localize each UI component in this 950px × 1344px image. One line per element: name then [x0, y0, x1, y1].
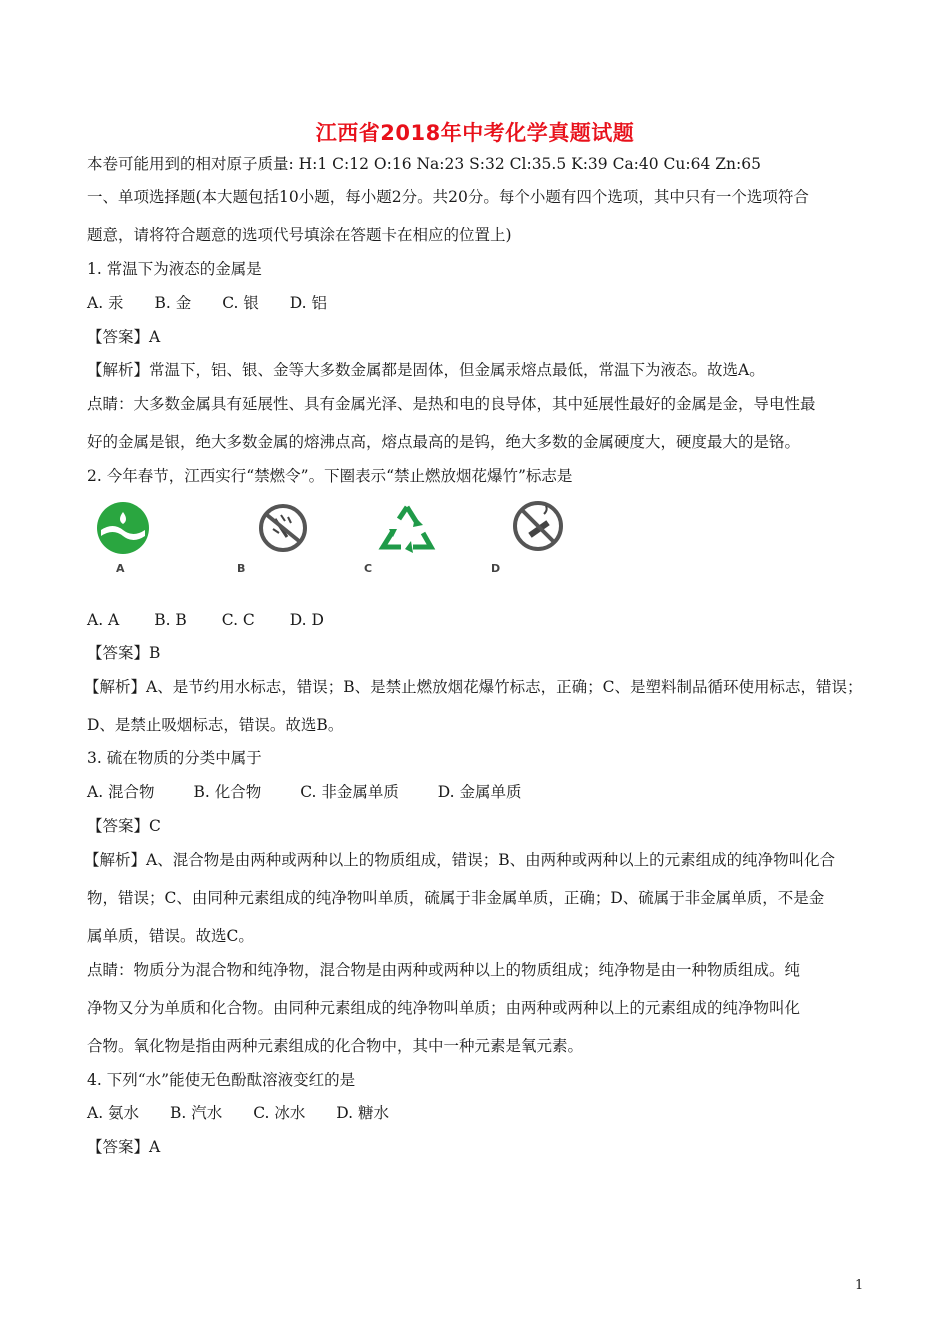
q2-options — [87, 610, 324, 630]
q2-option-c: C. C — [221, 611, 255, 629]
q3-comment-line3: 合物。氧化物是指由两种元素组成的化合物中，其中一种元素是氧元素。 — [87, 1037, 584, 1055]
q3-answer: 【答案】C — [87, 817, 161, 835]
q1-comment-line2: 好的金属是银，绝大多数金属的熔沸点高，熔点最高的是钨，绝大多数的金属硬度大，硬度最大的是铬。 — [87, 433, 801, 451]
no-fireworks-logo-icon — [255, 503, 311, 553]
image-label-c: C — [364, 562, 373, 575]
q1-option-a: A. 汞 — [87, 294, 124, 312]
q1-option-b: B. 金 — [154, 294, 192, 312]
q1-analysis: 【解析】常温下，铝、银、金等大多数金属都是固体，但金属汞熔点最低，常温下为液态。故选A。 — [87, 361, 765, 379]
section-header-line2: 题意，请将符合题意的选项代号填涂在答题卡在相应的位置上) — [87, 226, 512, 244]
q2-stem: 2. 今年春节，江西实行“禁燃令”。下圈表示“禁止燃放烟花爆竹”标志是 — [87, 467, 573, 485]
q3-analysis-line2: 物，错误；C、由同种元素组成的纯净物叫单质，硫属于非金属单质，正确；D、硫属于非金属单质，不是金 — [87, 889, 825, 907]
q4-options — [87, 1103, 389, 1123]
q2-answer: 【答案】B — [87, 644, 161, 662]
recycle-logo-icon — [377, 503, 437, 555]
q2-option-a: A. A — [87, 611, 120, 629]
image-label-a: A — [116, 562, 125, 575]
section-header-line1: 一、单项选择题(本大题包括10小题，每小题2分。共20分。每个小题有四个选项，其中只有一个选项符合 — [87, 188, 809, 206]
atomic-masses: 本卷可能用到的相对原子质量: H:1 C:12 O:16 Na:23 S:32 Cl:35.5 K:39 Ca:40 Cu:64 Zn:65 — [87, 155, 761, 173]
q3-analysis-line1: 【解析】A、混合物是由两种或两种以上的物质组成，错误；B、由两种或两种以上的元素组成的纯净物叫化合 — [84, 851, 836, 869]
no-smoking-logo-icon — [510, 498, 566, 554]
q3-option-c: C. 非金属单质 — [300, 783, 399, 801]
q4-option-d: D. 糖水 — [336, 1104, 390, 1122]
q4-option-a: A. 氨水 — [87, 1104, 140, 1122]
q1-option-d: D. 铝 — [289, 294, 328, 312]
q3-option-b: B. 化合物 — [193, 783, 262, 801]
q2-option-b: B. B — [154, 611, 187, 629]
q3-options — [87, 782, 522, 802]
q1-comment-line1: 点睛：大多数金属具有延展性、具有金属光泽、是热和电的良导体，其中延展性最好的金属是金，导电性最 — [87, 395, 816, 413]
q2-analysis-line1: 【解析】A、是节约用水标志，错误；B、是禁止燃放烟花爆竹标志，正确；C、是塑料制品循环使用标志，错误； — [84, 678, 863, 696]
q2-analysis-line2: D、是禁止吸烟标志，错误。故选B。 — [87, 716, 344, 734]
q4-answer: 【答案】A — [87, 1138, 161, 1156]
image-label-d: D — [491, 562, 501, 575]
q3-comment-line1: 点睛：物质分为混合物和纯净物，混合物是由两种或两种以上的物质组成；纯净物是由一种物质组成。纯 — [87, 961, 801, 979]
q4-option-c: C. 冰水 — [253, 1104, 306, 1122]
q1-options — [87, 293, 327, 313]
page-number: 1 — [855, 1278, 864, 1293]
q4-stem: 4. 下列“水”能使无色酚酞溶液变红的是 — [87, 1071, 356, 1089]
q1-stem: 1. 常温下为液态的金属是 — [87, 260, 262, 278]
image-label-b: B — [237, 562, 246, 575]
q3-option-a: A. 混合物 — [87, 783, 155, 801]
q3-option-d: D. 金属单质 — [437, 783, 522, 801]
q3-comment-line2: 净物又分为单质和化合物。由同种元素组成的纯净物叫单质；由两种或两种以上的元素组成的纯净物叫化 — [87, 999, 801, 1017]
q3-analysis-line3: 属单质，错误。故选C。 — [87, 927, 254, 945]
q4-option-b: B. 汽水 — [170, 1104, 223, 1122]
q1-option-c: C. 银 — [222, 294, 259, 312]
q1-answer: 【答案】A — [87, 328, 161, 346]
page-title: 江西省2018年中考化学真题试题 — [315, 121, 635, 145]
q2-option-d: D. D — [289, 611, 324, 629]
water-saving-logo-icon — [95, 500, 151, 556]
q3-stem: 3. 硫在物质的分类中属于 — [87, 749, 262, 767]
